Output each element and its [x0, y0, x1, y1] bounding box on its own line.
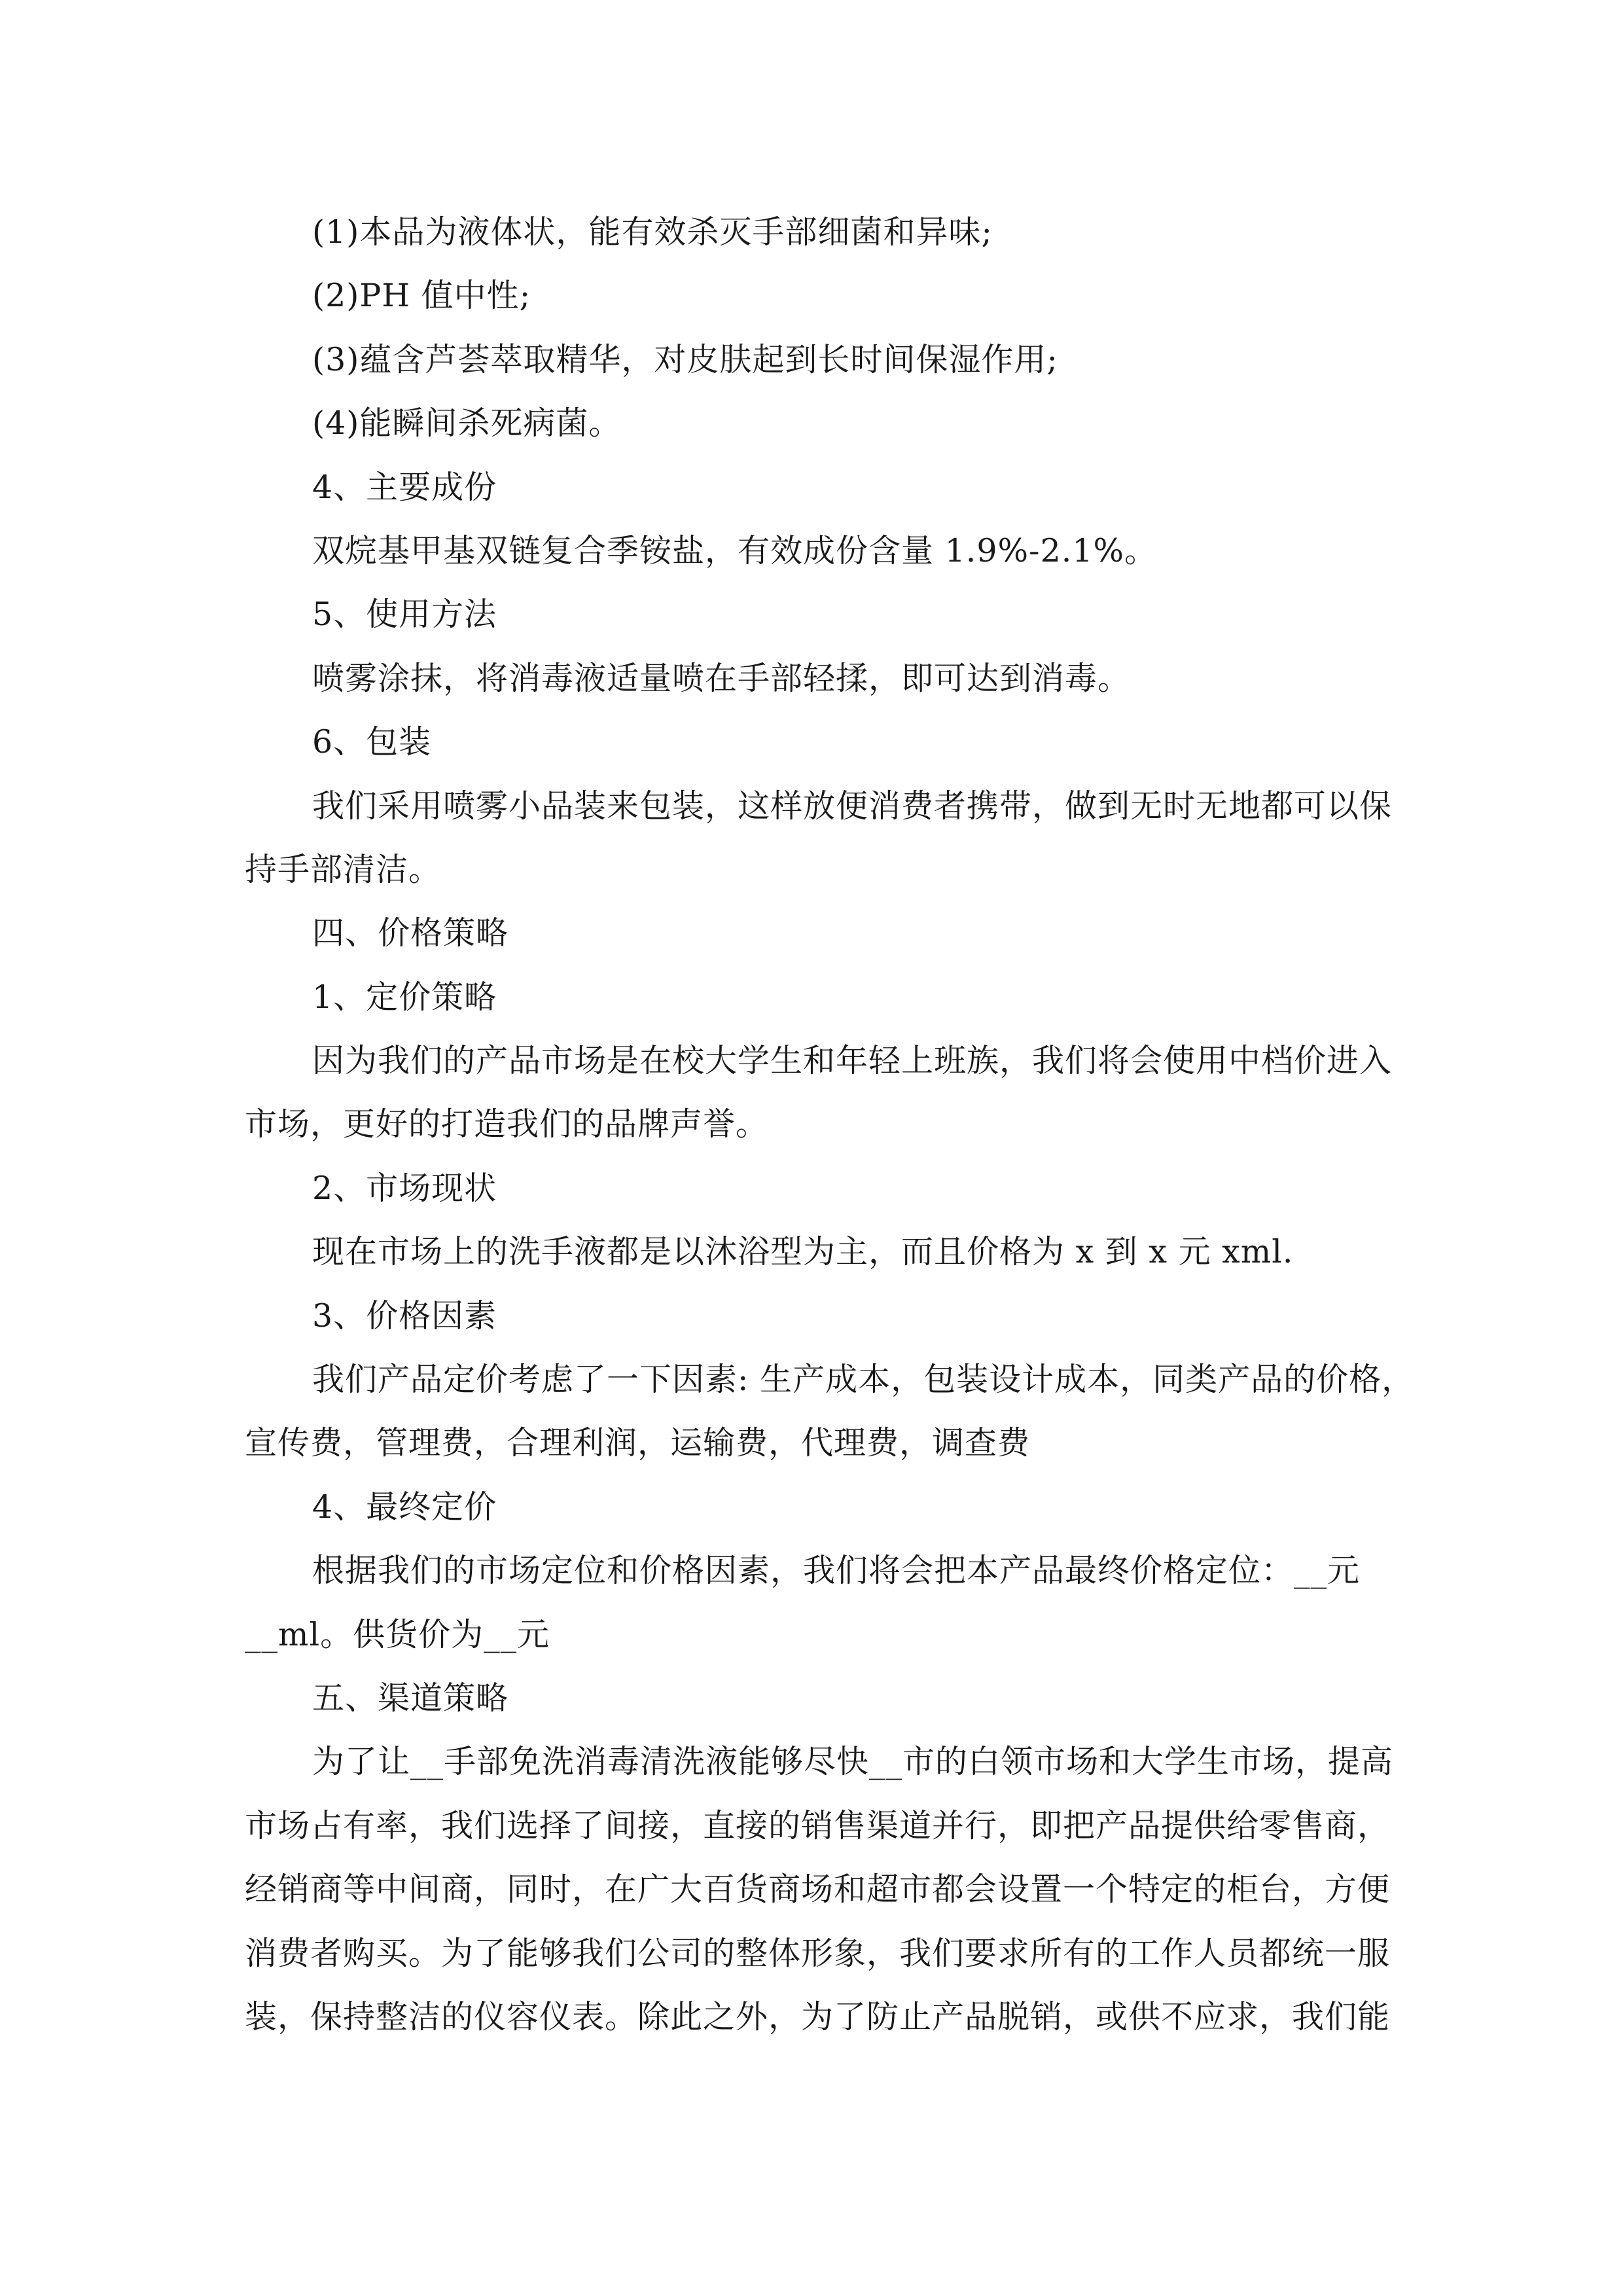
text-line: (2)PH 值中性; — [312, 277, 531, 315]
text-line: 双烷基甲基双链复合季铵盐，有效成份含量 1.9%-2.1%。 — [312, 531, 1158, 569]
section-heading: 6、包装 — [312, 723, 432, 761]
section-heading: 1、定价策略 — [312, 978, 497, 1016]
text-line: 持手部清洁。 — [245, 850, 442, 888]
text-line: 装，保持整洁的仪容仪表。除此之外，为了防止产品脱销，或供不应求，我们能 — [245, 1998, 1391, 2036]
text-line: 喷雾涂抹，将消毒液适量喷在手部轻揉，即可达到消毒。 — [312, 659, 1131, 697]
text-line: 因为我们的产品市场是在校大学生和年轻上班族，我们将会使用中档价进入 — [312, 1042, 1393, 1080]
section-heading: 5、使用方法 — [312, 596, 497, 634]
text-line: 现在市场上的洗手液都是以沐浴型为主，而且价格为 x 到 x 元 xml. — [312, 1233, 1294, 1271]
text-line: (3)蕴含芦荟萃取精华，对皮肤起到长时间保湿作用; — [312, 340, 1058, 378]
text-line: 消费者购买。为了能够我们公司的整体形象，我们要求所有的工作人员都统一服 — [245, 1934, 1391, 1972]
chapter-heading: 五、渠道策略 — [312, 1679, 509, 1717]
text-line: 市场占有率，我们选择了间接，直接的销售渠道并行，即把产品提供给零售商， — [245, 1806, 1391, 1844]
section-heading: 2、市场现状 — [312, 1169, 497, 1207]
text-line: (1)本品为液体状，能有效杀灭手部细菌和异味; — [312, 213, 993, 251]
text-line: 为了让__手部免洗消毒清洗液能够尽快__市的白领市场和大学生市场，提高 — [312, 1743, 1394, 1781]
section-heading: 4、最终定价 — [312, 1488, 497, 1526]
text-line: 经销商等中间商，同时，在广大百货商场和超市都会设置一个特定的柜台，方便 — [245, 1871, 1391, 1909]
text-line: 宣传费，管理费，合理利润，运输费，代理费，调查费 — [245, 1424, 1031, 1462]
text-line: 市场，更好的打造我们的品牌声誉。 — [245, 1105, 769, 1143]
section-heading: 4、主要成份 — [312, 468, 497, 506]
text-line: 我们产品定价考虑了一下因素: 生产成本，包装设计成本，同类产品的价格， — [312, 1361, 1415, 1399]
text-line: (4)能瞬间杀死病菌。 — [312, 404, 622, 442]
text-line: __ml。供货价为__元 — [245, 1615, 550, 1653]
chapter-heading: 四、价格策略 — [312, 914, 509, 952]
document-body — [245, 200, 1415, 2049]
section-heading: 3、价格因素 — [312, 1297, 497, 1335]
text-line: 我们采用喷雾小品装来包装，这样放便消费者携带，做到无时无地都可以保 — [312, 787, 1393, 825]
text-line: 根据我们的市场定位和价格因素，我们将会把本产品最终价格定位：__元 — [312, 1552, 1361, 1590]
